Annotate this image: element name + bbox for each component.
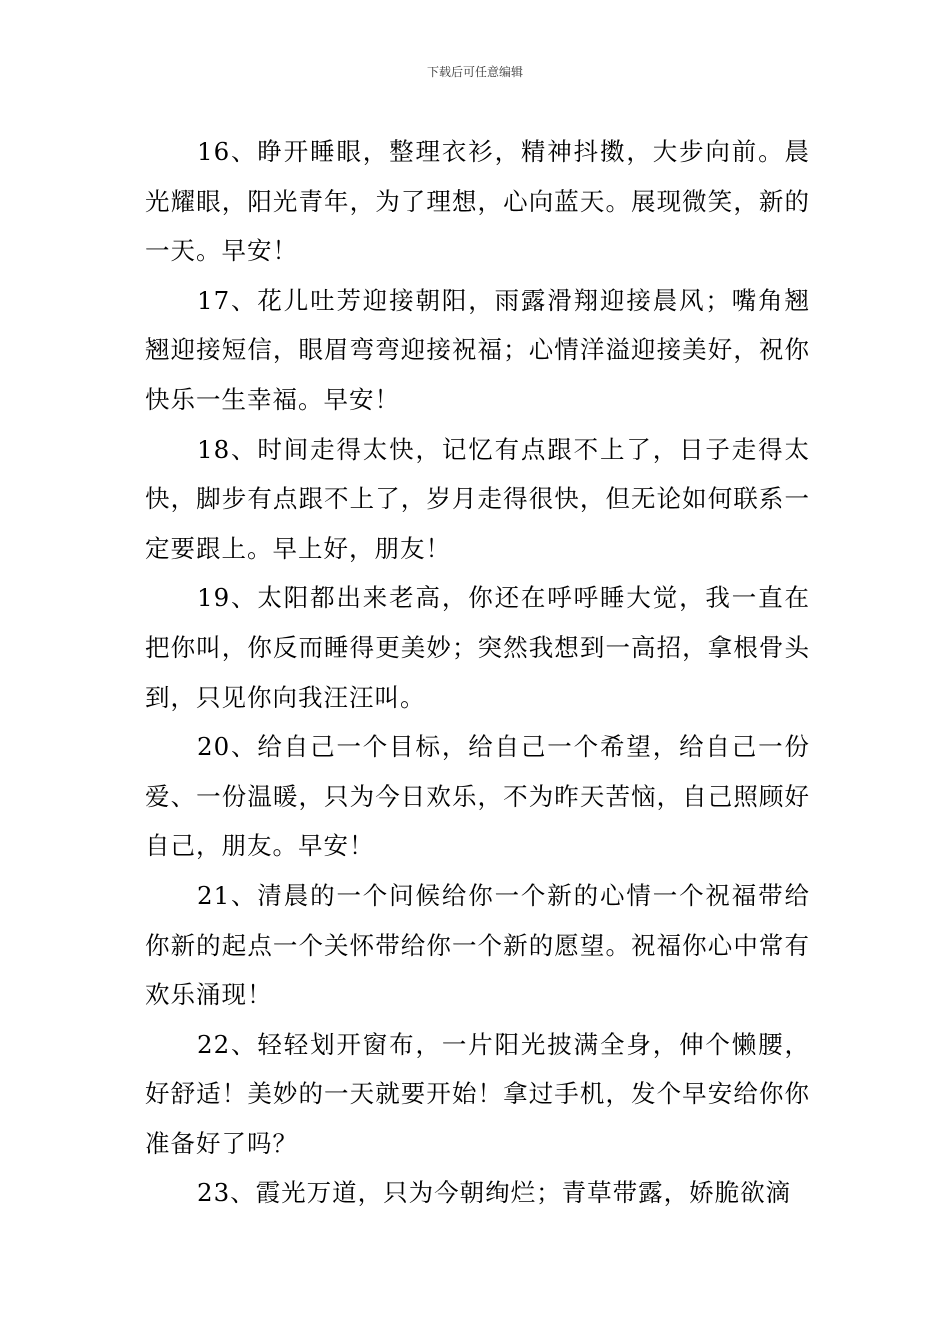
paragraph-16: 16、睁开睡眼，整理衣衫，精神抖擞，大步向前。晨光耀眼，阳光青年，为了理想，心向蓝天。展现微笑，新的一天。早安！ bbox=[145, 137, 810, 266]
paragraph-17: 17、花儿吐芳迎接朝阳，雨露滑翔迎接晨风；嘴角翘翘迎接短信，眼眉弯弯迎接祝福；心情洋溢迎接美好，祝你快乐一生幸福。早安！ bbox=[145, 285, 810, 414]
paragraph-22: 22、轻轻划开窗布，一片阳光披满全身，伸个懒腰，好舒适！美妙的一天就要开始！拿过手机，发个早安给你你准备好了吗？ bbox=[145, 1029, 810, 1158]
paragraph-21: 21、清晨的一个问候给你一个新的心情一个祝福带给你新的起点一个关怀带给你一个新的愿望。祝福你心中常有欢乐涌现！ bbox=[145, 880, 810, 1010]
paragraph-19: 19、太阳都出来老高，你还在呼呼睡大觉，我一直在把你叫，你反而睡得更美妙；突然我想到一高招，拿根骨头到，只见你向我汪汪叫。 bbox=[145, 583, 810, 712]
paragraph-20: 20、给自己一个目标，给自己一个希望，给自己一份爱、一份温暖，只为今日欢乐，不为昨天苦恼，自己照顾好自己，朋友。早安！ bbox=[145, 732, 810, 861]
paragraph-23: 23、霞光万道，只为今朝绚烂；青草带露，娇脆欲滴 bbox=[197, 1178, 792, 1208]
paragraph-18: 18、时间走得太快，记忆有点跟不上了，日子走得太快，脚步有点跟不上了，岁月走得很快，但无论如何联系一定要跟上。早上好，朋友！ bbox=[145, 434, 810, 563]
page-header: 下载后可任意编辑 bbox=[426, 65, 523, 79]
document-body bbox=[145, 127, 810, 1218]
